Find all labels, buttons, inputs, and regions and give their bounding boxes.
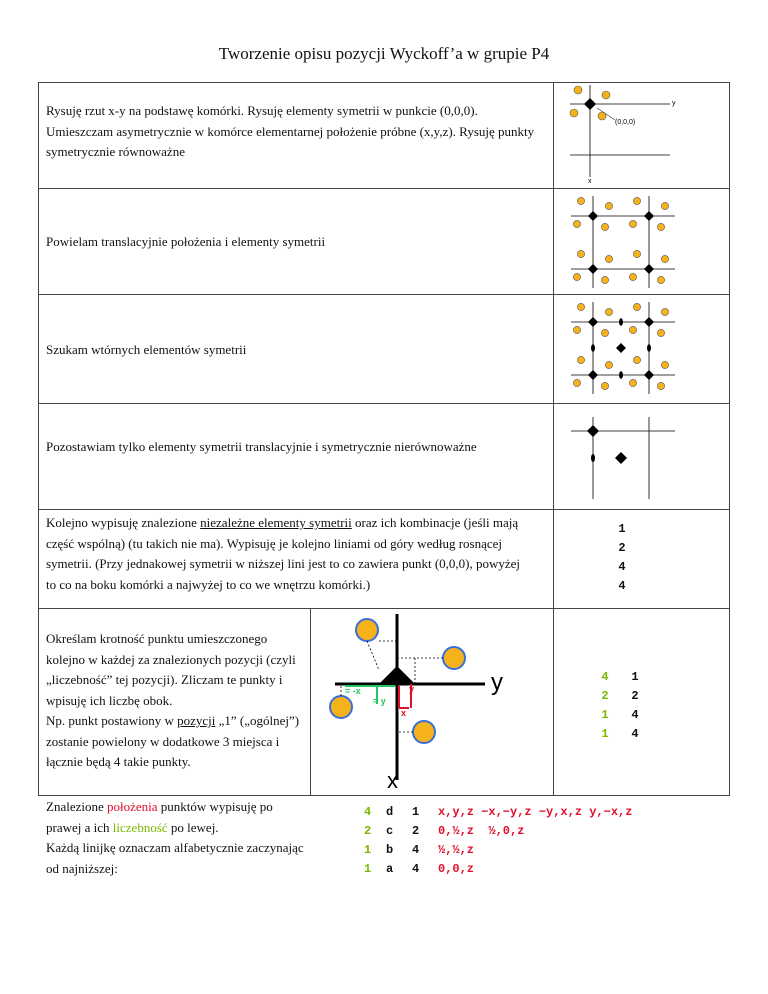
atom-position-icon	[605, 361, 612, 368]
svg-text:(0,0,0): (0,0,0)	[615, 119, 636, 126]
row-1-text: Rysuję rzut x-y na podstawę komórki. Rysuję elementy symetrii w punkcie (0,0,0). Umieszczam asymetrycznie w komórce elementarnej położenie próbne (x,y,z). Rysuję punkty symetrycznie równoważne	[46, 103, 535, 159]
atom-position-icon	[633, 197, 640, 204]
svg-text:x: x	[588, 178, 592, 185]
atom-position-icon	[577, 303, 584, 310]
svg-text:= y: = y	[373, 696, 386, 706]
atom-position-icon	[573, 273, 580, 280]
atom-position-icon	[577, 197, 584, 204]
svg-text:= -x: = -x	[345, 686, 361, 696]
atom-position-icon	[629, 220, 636, 227]
atom-position-icon	[657, 276, 664, 283]
atom-position-icon	[657, 223, 664, 230]
symmetry-list: 1 2 4 4	[618, 522, 626, 593]
row-4-text: Pozostawiam tylko elementy symetrii translacyjnie i symetrycznie nierównoważne	[46, 439, 477, 454]
fourfold-axis-icon	[588, 370, 598, 380]
atom-position-icon	[661, 255, 668, 262]
fourfold-axis-icon	[644, 317, 654, 327]
fourfold-axis-icon	[588, 317, 598, 327]
fourfold-axis-icon	[644, 370, 654, 380]
fourfold-axis-icon	[644, 264, 654, 274]
fourfold-axis-icon	[644, 211, 654, 221]
atom-position-icon	[629, 273, 636, 280]
row-5-text: Kolejno wypisuję znalezione niezależne elementy symetrii oraz ich kombinacje (jeśli mają część wspólną) (tu takich nie ma). Wypisuję je kolejno liniami od góry według rosnącej symetrii. (Przy jednakowej symetrii w niższej lini jest to co zawiera punkt (0,0,0), powyżej to co na boku komórki a najwyżej to co we wnętrzu komórki.)	[46, 515, 521, 592]
figure-multiplicity	[315, 612, 551, 792]
figure-projection	[560, 85, 680, 185]
atom-position-icon	[605, 308, 612, 315]
atom-position-icon	[633, 250, 640, 257]
atom-position-icon	[577, 356, 584, 363]
figure-translation	[563, 192, 683, 292]
atom-position-icon	[573, 220, 580, 227]
atom-position-icon	[661, 308, 668, 315]
atom-position-icon	[629, 379, 636, 386]
row-7-text: Znalezione położenia punktów wypisuję po prawej a ich liczebność po lewej. Każdą linijkę oznaczam alfabetycznie zaczynając od najniższej:	[46, 799, 304, 876]
svg-text:x: x	[387, 768, 398, 793]
wyckoff-table: 4 d 1 x,y,z −x,−y,z −y,x,z y,−x,z 2 c 2 0,½,z ½,0,z 1 b 4 ½,½,z 1 a 4 0,0,z	[364, 805, 633, 876]
atom-position-icon	[629, 326, 636, 333]
svg-text:y: y	[409, 684, 415, 694]
svg-text:y: y	[672, 100, 676, 107]
atom-position-icon	[601, 382, 608, 389]
atom-position-icon	[657, 382, 664, 389]
atom-position-icon	[657, 329, 664, 336]
atom-position-icon	[601, 276, 608, 283]
fourfold-axis-icon	[616, 343, 626, 353]
row-6-text: Określam krotność punktu umieszczonego kolejno w każdej za znalezionych pozycji (czyli „liczebność” tej pozycji). Zliczam te punkty i wpisuję ich liczbę obok. Np. punkt postawiony w pozycji „1” („ogólnej”) zostanie powielony w dodatkowe 3 miejsca i łącznie będą 4 takie punkty.	[46, 631, 300, 769]
atom-position-icon	[601, 223, 608, 230]
atom-position-icon	[661, 202, 668, 209]
atom-position-icon	[601, 329, 608, 336]
twofold-axis-icon	[619, 371, 623, 379]
atom-position-icon	[633, 303, 640, 310]
twofold-axis-icon	[619, 318, 623, 326]
atom-position-icon	[573, 379, 580, 386]
atom-position-icon	[605, 255, 612, 262]
atom-position-icon	[633, 356, 640, 363]
fourfold-axis-icon	[588, 264, 598, 274]
figure-independent-symmetry	[563, 407, 683, 507]
svg-text:x: x	[401, 708, 407, 718]
row-3-text: Szukam wtórnych elementów symetrii	[46, 342, 247, 357]
atom-position-icon	[661, 361, 668, 368]
row-2-text: Powielam translacyjnie położenia i elementy symetrii	[46, 234, 326, 249]
multiplicity-table: 4 1 2 2 1 4 1 4	[601, 670, 639, 741]
atom-position-icon	[573, 326, 580, 333]
svg-text:y: y	[491, 669, 503, 696]
atom-position-icon	[605, 202, 612, 209]
page-title: Tworzenie opisu pozycji Wyckoff’a w grupie P4	[218, 44, 550, 63]
twofold-axis-icon	[591, 344, 595, 352]
figure-secondary-symmetry	[563, 298, 683, 398]
twofold-axis-icon	[647, 344, 651, 352]
atom-position-icon	[577, 250, 584, 257]
fourfold-axis-icon	[588, 211, 598, 221]
